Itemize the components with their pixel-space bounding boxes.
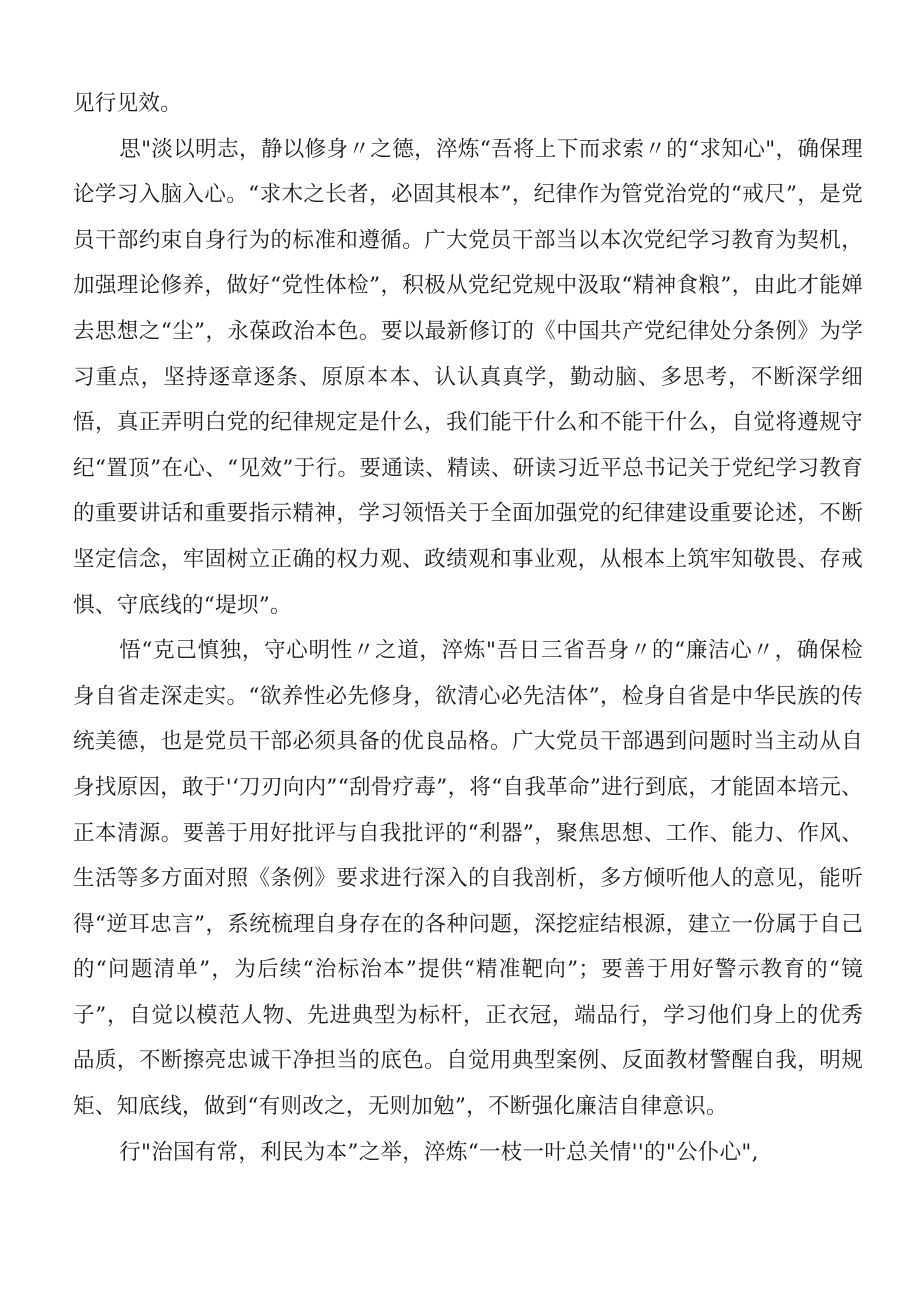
paragraph-public-service: 行"治国有常，利民为本”之举，淬炼“一枝一叶总关情''的"公仆心", <box>119 1139 759 1165</box>
document-body <box>73 81 863 1175</box>
paragraph-self-examination: 悟“克己慎独，守心明性〃之道，淬炼"吾日三省吾身〃的“廉洁心〃，确保检身自省走深走实。“欲养性必先修身，欲清心必先洁体”，检身自省是中华民族的传统美德，也是党员干部必须具备的优良品格。广大党员干部遇到问题时当主动从自身找原因，敢于'‘刀刃向内”“刮骨疗毒”，将“自我革命”进行到底，才能固本培元、正本清源。要善于用好批评与自我批评的“利器”，聚焦思想、工作、能力、作风、生活等多方面对照《条例》要求进行深入的自我剖析，多方倾听他人的意见，能听得“逆耳忠言”，系统梳理自身存在的各种问题，深挖症结根源，建立一份属于自己的“问题清单”，为后续“治标治本”提供“精准靶向”；要善于用好警示教育的“镜子”，自觉以模范人物、先进典型为标杆，正衣冠，端品行，学习他们身上的优秀品质，不断擦亮忠诚干净担当的底色。自觉用典型案例、反面教材警醒自我，明规矩、知底线，做到“有则改之，无则加勉”，不断强化廉洁自律意识。 <box>73 638 863 1120</box>
paragraph-theory-study: 思"淡以明志，静以修身〃之德，淬炼“吾将上下而求索〃的“求知心"，确保理论学习入脑入心。“求木之长者，必固其根本”，纪律作为管党治党的“戒尺”，是党员干部约束自身行为的标准和遵循。广大党员干部当以本次党纪学习教育为契机，加强理论修养，做好“党性体检”，积极从党纪党规中汲取“精神食粮”，由此才能婵去思想之“尘”，永葆政治本色。要以最新修订的《中国共产党纪律处分条例》为学习重点，坚持逐章逐条、原原本本、认认真真学，勤动脑、多思考，不断深学细悟，真正弄明白党的纪律规定是什么，我们能干什么和不能干什么，自觉将遵规守纪“置顶”在心、“见效”于行。要通读、精读、研读习近平总书记关于党纪学习教育的重要讲话和重要指示精神，学习领悟关于全面加强党的纪律建设重要论述，不断坚定信念，牢固树立正确的权力观、政绩观和事业观，从根本上筑牢知敬畏、存戒惧、守底线的“堤坝”。 <box>73 136 863 618</box>
paragraph-continued-ending: 见行见效。 <box>73 91 183 116</box>
